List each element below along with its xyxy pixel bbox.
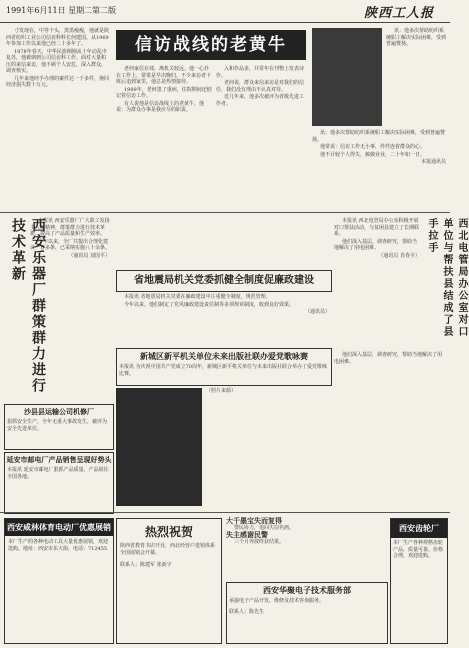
small-article-title: 沙县县运输公司机修厂 — [24, 407, 94, 416]
ad-text: 陕西省教育书店开业，西北经营户进销体系全国展销会开幕。 — [120, 543, 216, 556]
lead-paragraph: 寸发现在，中等个头，黑黑瘦瘦，他就是陕西省纺织工业公司信访科科长何建国。从1969年参加工作以来他已经二十多年了。 — [6, 28, 110, 47]
article-credit: （通讯员） — [304, 309, 330, 315]
lead-paragraph: 他常说：信访工作无小事，件件连着群众的心。 — [320, 144, 426, 150]
left-article-title: 西安乐器厂群策群力进行技术革新 — [10, 218, 46, 394]
page-number: 第二版 — [92, 6, 116, 15]
lead-paragraph: 他不计较个人得失，兢兢业业，二十年如一日。 — [320, 151, 426, 158]
article-title: 失主感谢民警 — [226, 530, 268, 539]
left-small-article-2 — [4, 452, 114, 514]
left-article-body — [30, 218, 110, 398]
lead-paragraph: 讯：他多次帮助纺织系统职工解决实际困难，受到普遍赞扬。 — [312, 130, 446, 143]
center-title: 省地震局机关党委抓健全制度促廉政建设 — [134, 275, 314, 286]
newspaper-logo: 陕西工人报 — [363, 6, 434, 21]
article-paragraph: 他们深入基层，调查研究，帮助当地解决了用电困难。 — [334, 238, 418, 251]
lead-paragraph: 几年来他经手办理的案件达一千多件，挽回经济损失数十万元。 — [6, 75, 110, 88]
article-paragraph: 本报讯 西安乐器厂广大职工发扬主人翁精神，群策群力进行技术革新，提高了产品质量和生产效率。 — [30, 218, 110, 237]
ad-text: 本厂生产各种规格齿轮产品，质量可靠，价格合理，欢迎选购。 — [393, 540, 444, 559]
article-paragraph: 本报讯 省地震局机关党委在廉政建设中注重健全制度，规范管理。 — [124, 294, 271, 300]
left-small-article-1 — [4, 404, 114, 450]
article-paragraph: 三个月奔波终获结果。 — [234, 538, 285, 545]
right-lower-body — [334, 352, 446, 508]
lead-col-1 — [6, 28, 110, 208]
lead-credit: 本报通讯员 — [420, 159, 446, 165]
article-title: 大千墨宝失而复得 — [226, 516, 282, 525]
bottom-mid-articles — [226, 518, 334, 576]
article-paragraph: 今年以来，全厂共提出合理化建议一百多条，已采纳实施八十余条。 — [30, 238, 111, 251]
lead-paragraph: 有人说他是信访战线上的老黄牛，他说：为群众办事是我应尽的职责。 — [116, 100, 205, 113]
center-title-box — [116, 270, 332, 292]
issue-date: 1991年6月11日 星期二 — [6, 6, 93, 15]
small-article-text: 狠抓安全生产，全年无重大事故发生，被评为安全先进单位。 — [7, 419, 108, 432]
lead-paragraph: 讯：他多次帮助纺织系统职工解决实际困难，受到普遍赞扬。 — [386, 28, 447, 47]
divider — [0, 212, 450, 213]
article-paragraph: 今年以来，他们制定了党风廉政建设责任制等多项规章制度，收到良好效果。 — [124, 301, 295, 308]
bottom-center-ad — [116, 518, 222, 644]
masthead — [0, 0, 450, 23]
lead-paragraph: 1989年，老何患了重病，住院期间还惦记着信访工作。 — [116, 86, 212, 99]
ad-text: 本厂生产的各种电动工具大量优惠展销，欢迎选购。地址：西安市东大街，电话：712455 — [8, 539, 109, 552]
center-photo — [116, 388, 202, 506]
ad-title: 西安咸林体育电动厂优惠展销 — [5, 519, 113, 536]
lead-paragraph: 入和作品多，并常年在刊物上发表诗作。 — [216, 66, 305, 79]
lead-col-3 — [216, 66, 306, 208]
photo-caption: （照片来源） — [206, 388, 237, 394]
lead-col-2 — [116, 66, 212, 208]
lead-paragraph: 老何说，群众来信来访是对我们的信任，我们没有理由不认真对待。 — [216, 80, 305, 93]
lead-col-5 — [386, 28, 446, 126]
article-paragraph: 本报讯 西北电管局办公室积极开展对口帮扶活动，与贫困县建立了长期联系。 — [334, 218, 420, 237]
small-article-title: 延安市邮电厂产品销售呈现好势头 — [6, 455, 112, 464]
center-sub-text: 本报讯 为庆祝中国共产党成立70周年，新城区新平机关单位与未来出版社联合举办了爱党歌咏比赛。 — [119, 364, 327, 377]
bottom-left-ad — [4, 518, 114, 644]
ad-title: 西安齿轮厂 — [391, 519, 447, 538]
ad-title: 热烈祝贺 — [144, 525, 193, 539]
center-body — [116, 294, 330, 344]
small-article-text: 本报讯 延安市邮电厂狠抓产品质量，产品销往全国各地。 — [7, 467, 109, 480]
lead-col-4 — [312, 130, 446, 210]
bottom-tech-ad — [226, 582, 388, 644]
ad-contact: 联系人：陈建军 张新宇 — [120, 562, 172, 568]
article-credit: （通讯员 刘国平） — [68, 252, 110, 259]
lead-paragraph: 1978年春天，中华民族刚刚从十年动乱中复苏，他被调到公司信访科工作。面对大量积压的来信来访，他不顾个人安危，深入群众，调查核实。 — [6, 48, 107, 74]
lead-title-banner — [116, 30, 306, 60]
ad-contact: 联系人：陈先生 — [229, 608, 265, 615]
article-paragraph: 警民协力，追回失窃名画。 — [234, 524, 295, 531]
center-sub-article — [116, 348, 332, 386]
right-article-title: 西北电管局办公室对口单位与帮扶县结成了县手拉手 — [426, 218, 467, 338]
lead-title: 信访战线的老黄牛 — [135, 35, 287, 55]
article-paragraph: 他们深入基层，调查研究，帮助当地解决了用电困难。 — [334, 352, 443, 365]
article-credit: （通讯员 肖春全） — [378, 252, 420, 259]
bottom-right-ad — [390, 518, 448, 644]
divider — [0, 512, 450, 513]
lead-paragraph: 近几年来，他多次被评为省级先进工作者。 — [216, 94, 305, 107]
lead-photo — [312, 28, 382, 126]
ad-title: 西安华聚电子技术服务部 — [263, 585, 351, 595]
right-article-body — [334, 218, 420, 348]
lead-paragraph: 老何家住在郊，离机关较远。他一心扑在工作上，常常是早出晚归。不少来访者下班后追到家里，他总是热情接待。 — [116, 66, 212, 85]
ad-text: 承接电子产品开发、维修及技术咨询服务。 — [229, 598, 325, 604]
center-sub-title: 新城区新平机关单位未来出版社联办爱党歌咏赛 — [140, 351, 308, 361]
